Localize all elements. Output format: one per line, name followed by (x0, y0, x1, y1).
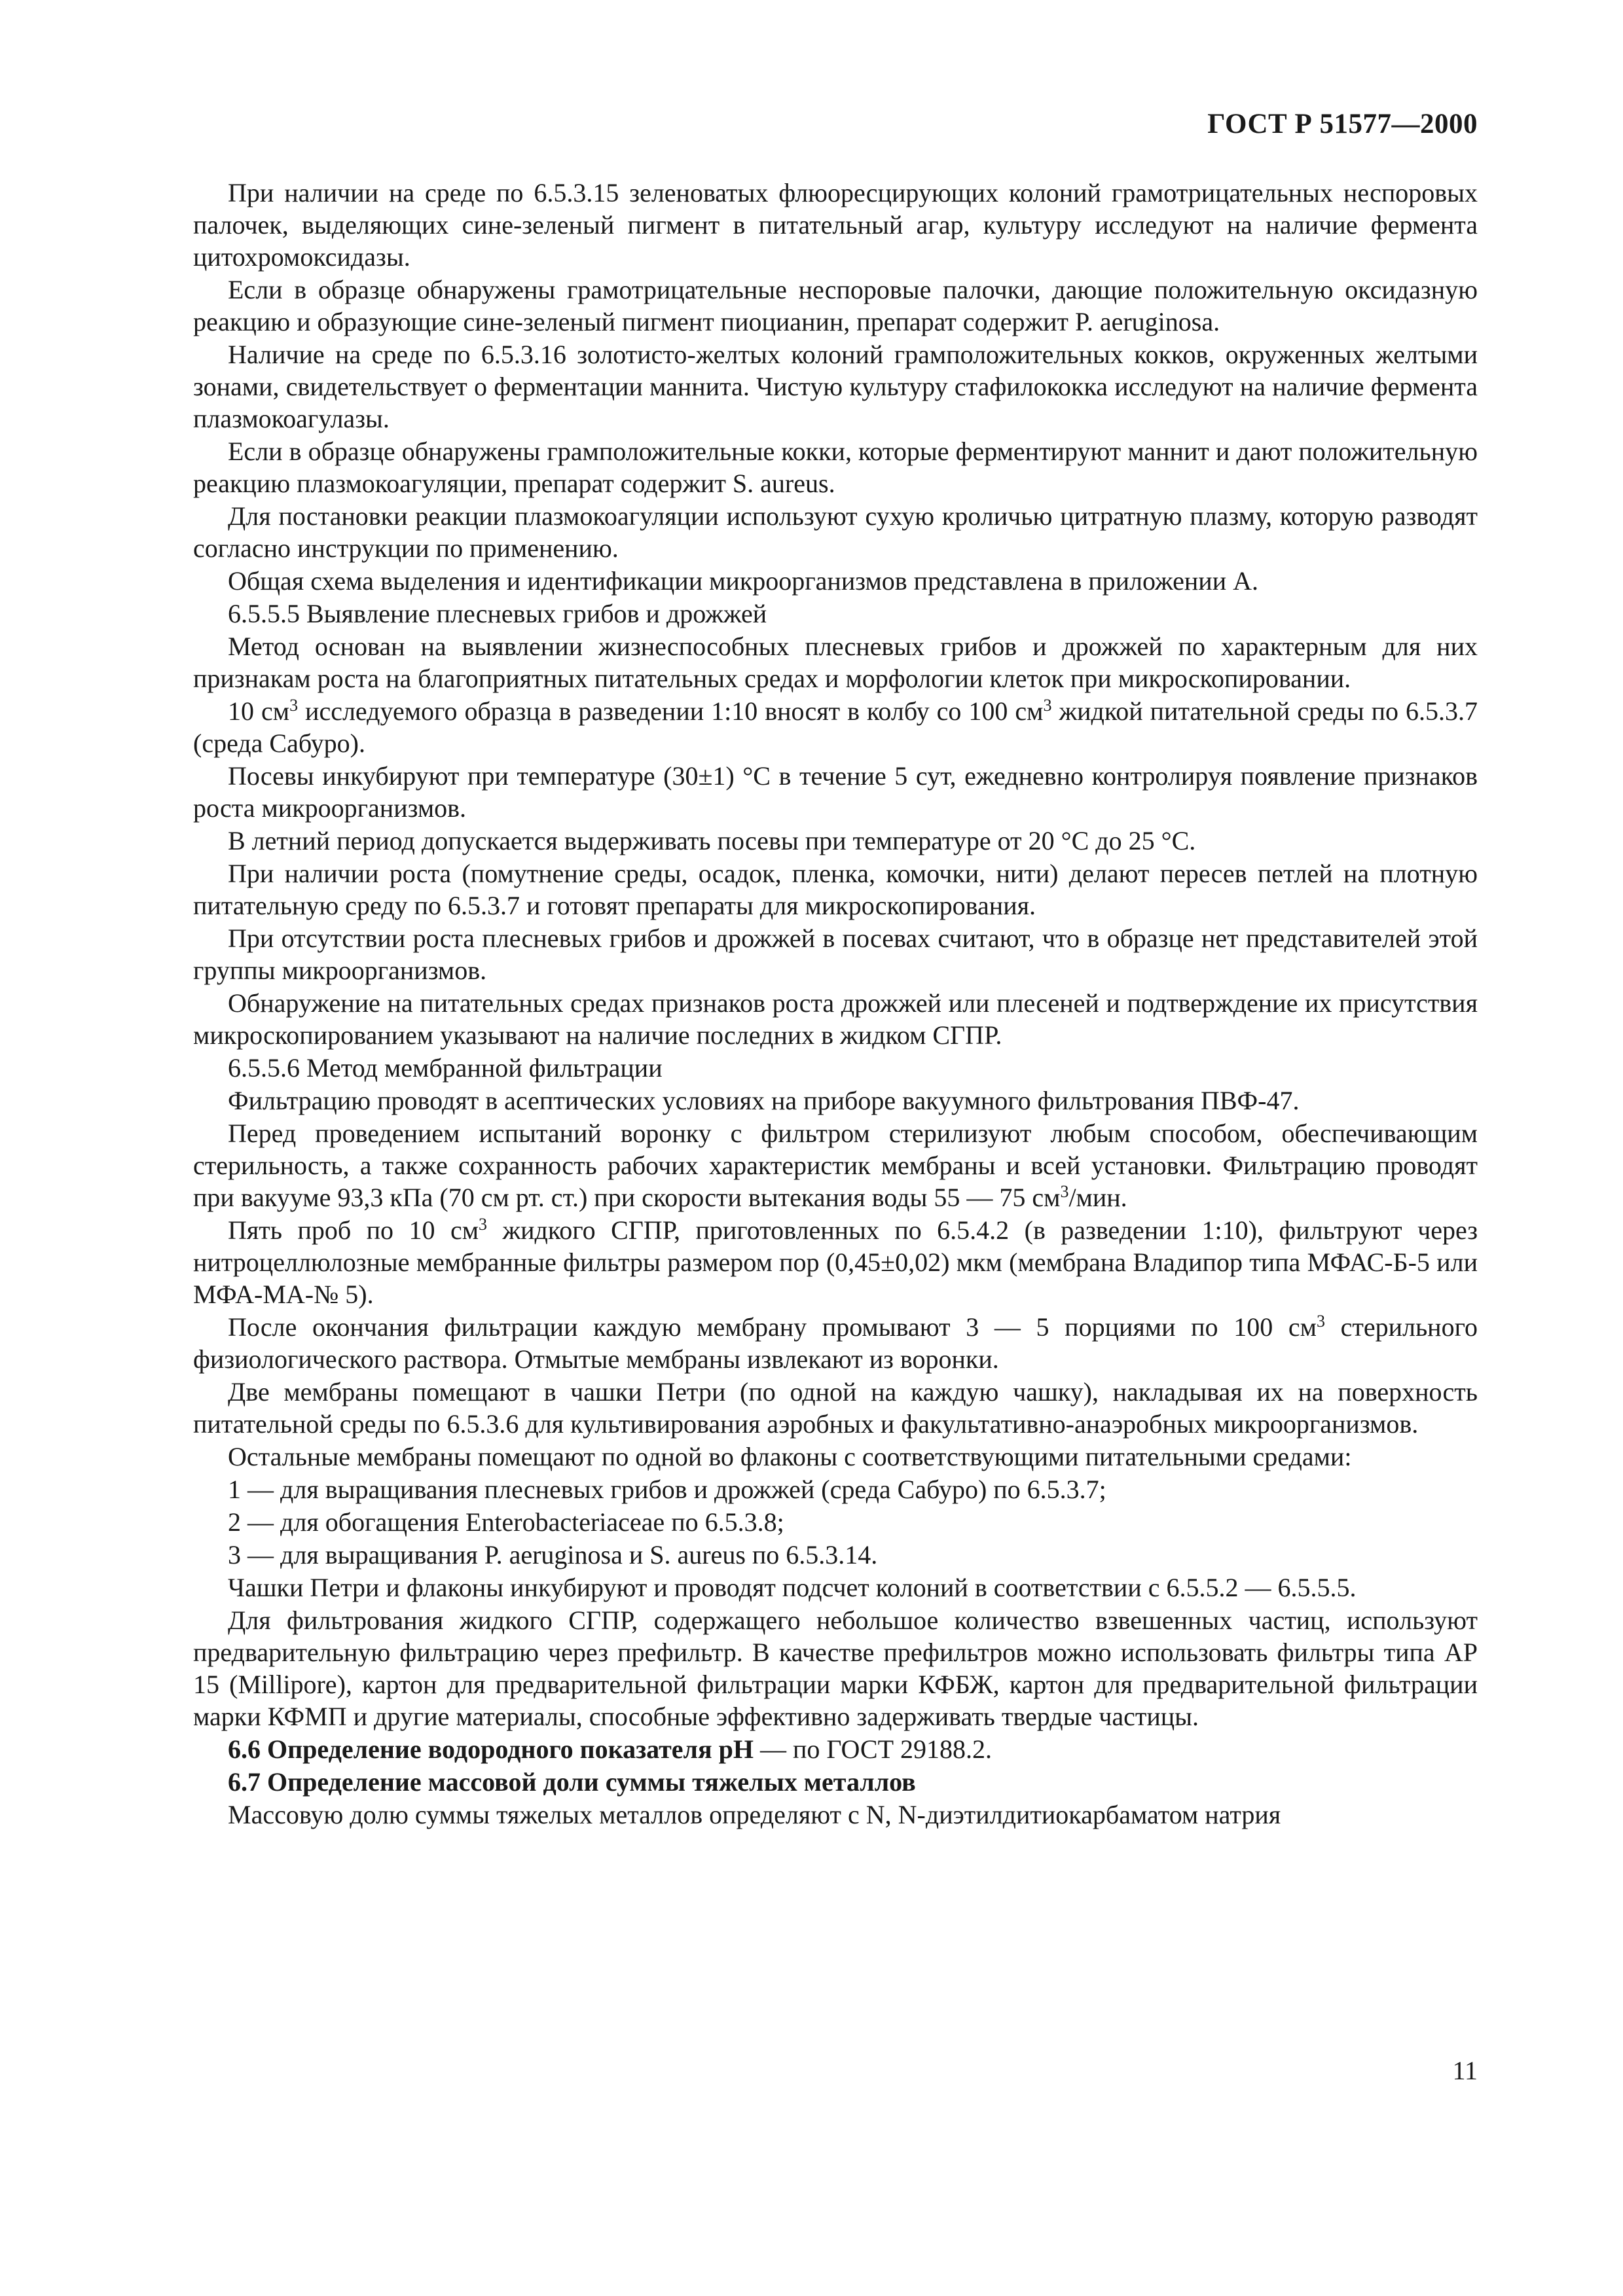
paragraph (193, 695, 1478, 759)
paragraph: Метод основан на выявлении жизнеспособных плесневых грибов и дрожжей по характерным для них признакам роста на благоприятных питательных средах и морфологии клеток при микроскопировании. (193, 632, 1478, 693)
paragraph: Если в образце обнаружены грамотрицательные неспоровые палочки, дающие положительную оксидазную реакцию и образующие сине-зеленый пигмент пиоцианин, препарат содержит P. aeruginosa. (193, 275, 1478, 336)
heading-reference: — по ГОСТ 29188.2. (754, 1734, 993, 1764)
text-run: 10 см (228, 696, 290, 726)
superscript: 3 (1043, 696, 1052, 715)
list-item: 1 — для выращивания плесневых грибов и дрожжей (среда Сабуро) по 6.5.3.7; (228, 1475, 1106, 1504)
page-body (193, 177, 1478, 1831)
superscript: 3 (479, 1215, 488, 1234)
document-header: ГОСТ Р 51577—2000 (1207, 109, 1478, 139)
paragraph: Общая схема выделения и идентификации микроорганизмов представлена в приложении А. (228, 566, 1258, 596)
paragraph: Наличие на среде по 6.5.3.16 золотисто-желтых колоний грамположительных кокков, окруженных желтыми зонами, свидетельствует о ферментации маннита. Чистую культуру стафилококка исследуют на наличие фермента плазмокоагулазы. (193, 340, 1478, 433)
paragraph: Остальные мембраны помещают по одной во флаконы с соответствующими питательными средами: (228, 1442, 1352, 1471)
superscript: 3 (1316, 1312, 1325, 1331)
paragraph: Для фильтрования жидкого СГПР, содержащего небольшое количество взвешенных частиц, используют предварительную фильтрацию через префильтр. В качестве префильтров можно использовать фильтры типа АР 15 (Millipore), картон для предварительной фильтрации марки КФБЖ, картон для предварительной фильтрации марки КФМП и другие материалы, способные эффективно задерживать твердые частицы. (193, 1605, 1478, 1731)
paragraph: Если в образце обнаружены грамположительные кокки, которые ферментируют маннит и дают положительную реакцию плазмокоагуляции, препарат содержит S. aureus. (193, 437, 1478, 498)
subsection-heading-6555: 6.5.5.5 Выявление плесневых грибов и дрожжей (228, 599, 767, 628)
text-run: жидкой питательной среды по 6.5.3.7 (среда Сабуро). (193, 696, 1478, 758)
superscript: 3 (289, 696, 299, 715)
paragraph: Для постановки реакции плазмокоагуляции используют сухую кроличью цитратную плазму, которую разводят согласно инструкции по применению. (193, 501, 1478, 563)
paragraph: При отсутствии роста плесневых грибов и дрожжей в посевах считают, что в образце нет представителей этой группы микроорганизмов. (193, 924, 1478, 985)
paragraph (193, 1117, 1478, 1213)
paragraph: Обнаружение на питательных средах признаков роста дрожжей или плесеней и подтверждение их присутствия микроскопированием указывают на наличие последних в жидком СГПР. (193, 988, 1478, 1050)
text-run: исследуемого образца в разведении 1:10 вносят в колбу со 100 см (298, 696, 1044, 726)
text-run: Перед проведением испытаний воронку с фильтром стерилизуют любым способом, обеспечивающим стерильность, а также сохранность рабочих характеристик мембраны и всей установки. Фильтрацию проводят при вакууме 93,3 кПа (70 см рт. ст.) при скорости вытекания воды 55 — 75 см (193, 1119, 1478, 1212)
paragraph: Чашки Петри и флаконы инкубируют и проводят подсчет колоний в соответствии с 6.5.5.2 — 6.5.5.5. (228, 1573, 1357, 1602)
text-run: После окончания фильтрации каждую мембрану промывают 3 — 5 порциями по 100 см (228, 1312, 1317, 1342)
paragraph: При наличии на среде по 6.5.3.15 зеленоватых флюоресцирующих колоний грамотрицательных неспоровых палочек, выделяющих сине-зеленый пигмент в питательный агар, культуру исследуют на наличие фермента цитохромоксидазы. (193, 178, 1478, 272)
text-run: стерильного физиологического раствора. Отмытые мембраны извлекают из воронки. (193, 1312, 1478, 1374)
paragraph (193, 1311, 1478, 1375)
paragraph: В летний период допускается выдерживать посевы при температуре от 20 °С до 25 °С. (228, 826, 1196, 855)
text-run: Пять проб по 10 см (228, 1215, 479, 1245)
subsection-heading-6556: 6.5.5.6 Метод мембранной фильтрации (228, 1053, 663, 1083)
section-heading-67: 6.7 Определение массовой доли суммы тяжелых металлов (228, 1767, 916, 1797)
paragraph: Посевы инкубируют при температуре (30±1) °С в течение 5 сут, ежедневно контролируя появление признаков роста микроорганизмов. (193, 761, 1478, 823)
list-item: 2 — для обогащения Enterobacteriaceae по 6.5.3.8; (228, 1507, 784, 1537)
superscript: 3 (1060, 1182, 1069, 1201)
section-heading-66 (193, 1733, 1478, 1765)
paragraph: Массовую долю суммы тяжелых металлов определяют с N, N-диэтилдитиокарбаматом натрия (228, 1800, 1281, 1829)
page-number: 11 (1452, 2056, 1478, 2085)
paragraph: Две мембраны помещают в чашки Петри (по одной на каждую чашку), накладывая их на поверхность питательной среды по 6.5.3.6 для культивирования аэробных и факультативно-анаэробных микроорганизмов. (193, 1377, 1478, 1439)
paragraph: При наличии роста (помутнение среды, осадок, пленка, комочки, нити) делают пересев петлей на плотную питательную среду по 6.5.3.7 и готовят препараты для микроскопирования. (193, 859, 1478, 920)
paragraph: Фильтрацию проводят в асептических условиях на приборе вакуумного фильтрования ПВФ-47. (228, 1086, 1300, 1115)
list-item: 3 — для выращивания P. aeruginosa и S. aureus по 6.5.3.14. (228, 1540, 878, 1570)
paragraph (193, 1214, 1478, 1310)
heading-text: 6.6 Определение водородного показателя pH (228, 1734, 754, 1764)
text-run: жидкого СГПР, приготовленных по 6.5.4.2 (в разведении 1:10), фильтруют через нитроцеллюлозные мембранные фильтры размером пор (0,45±0,02) мкм (мембрана Владипор типа МФАС-Б-5 или МФА-МА-№ 5). (193, 1215, 1478, 1309)
text-run: /мин. (1068, 1183, 1127, 1212)
